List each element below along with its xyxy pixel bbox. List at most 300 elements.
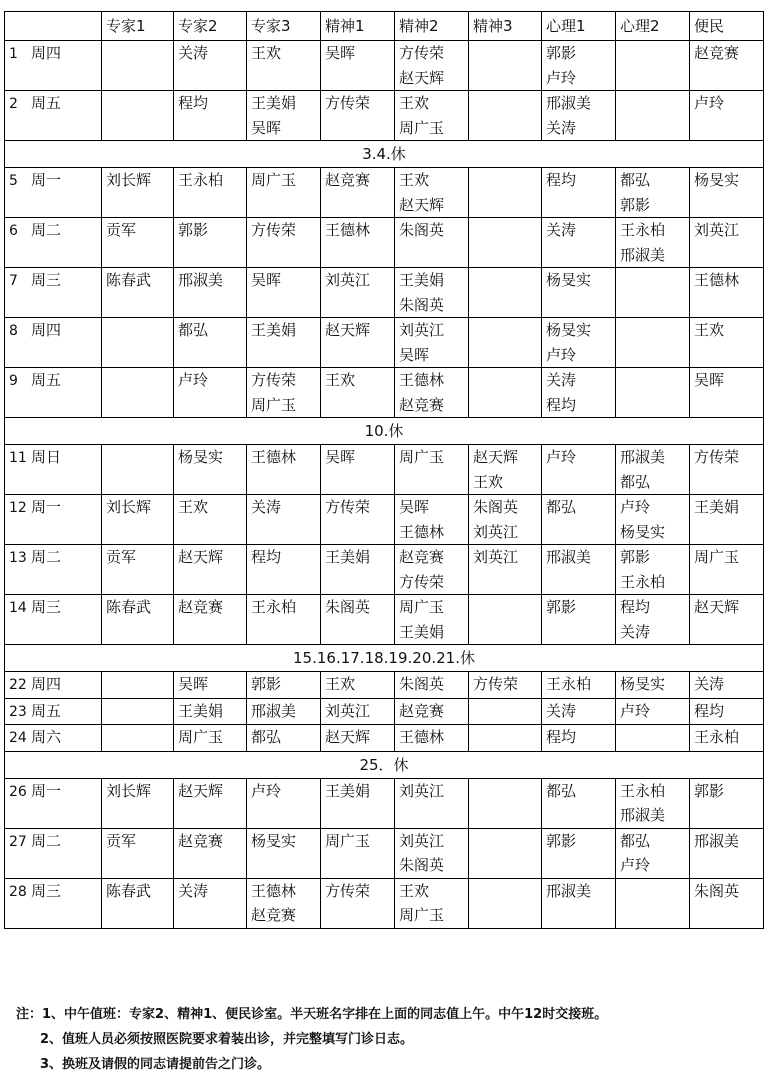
duty-cell	[690, 495, 764, 545]
staff-name: 刘英江	[399, 321, 445, 339]
weekday: 周五	[31, 371, 62, 389]
staff-name: 王美娟	[399, 271, 445, 289]
duty-cell	[616, 168, 690, 218]
staff-name: 刘英江	[473, 548, 519, 566]
duty-cell	[321, 878, 395, 928]
staff-name: 王德林	[694, 271, 740, 289]
duty-cell	[395, 218, 469, 268]
duty-cell	[542, 168, 616, 218]
date-cell	[5, 495, 102, 545]
staff-name: 关涛	[251, 498, 282, 516]
note-line: 注：1、中午值班：专家2、精神1、便民诊室。半天班名字排在上面的同志值上午。中午12时交接班。	[16, 1007, 608, 1022]
staff-name: 赵天辉	[694, 598, 740, 616]
staff-name: 王美娟	[694, 498, 740, 516]
duty-cell	[321, 545, 395, 595]
duty-cell	[469, 672, 542, 699]
duty-cell	[321, 672, 395, 699]
weekday: 周日	[31, 448, 62, 466]
date-cell	[5, 672, 102, 699]
duty-cell	[616, 495, 690, 545]
duty-cell	[616, 698, 690, 725]
staff-name: 关涛	[546, 221, 577, 239]
staff-name: 周广玉	[399, 598, 445, 616]
duty-cell	[690, 725, 764, 752]
duty-cell	[321, 445, 395, 495]
notes-section	[16, 1002, 607, 1077]
duty-cell	[690, 445, 764, 495]
staff-name: 贡军	[106, 548, 137, 566]
duty-cell	[102, 368, 174, 418]
duty-cell	[102, 168, 174, 218]
staff-name: 王美娟	[325, 781, 371, 800]
staff-name: 周广玉	[694, 548, 740, 566]
duty-cell	[395, 545, 469, 595]
duty-cell	[616, 91, 690, 141]
staff-name: 关涛	[546, 118, 577, 137]
duty-cell	[174, 698, 247, 725]
duty-cell	[395, 495, 469, 545]
duty-cell	[542, 878, 616, 928]
duty-cell	[395, 878, 469, 928]
date-cell	[5, 218, 102, 268]
date-number: 6	[9, 223, 18, 239]
staff-name: 吴晖	[694, 371, 725, 389]
date-cell	[5, 41, 102, 91]
staff-name: 都弘	[546, 781, 577, 800]
staff-name: 刘长辉	[106, 171, 152, 189]
staff-name: 周广玉	[399, 906, 445, 924]
duty-cell	[321, 725, 395, 752]
duty-cell	[542, 368, 616, 418]
staff-name: 杨旻实	[694, 171, 740, 189]
staff-name: 刘英江	[473, 522, 519, 541]
table-row	[5, 595, 764, 645]
staff-name: 方传荣	[325, 881, 371, 900]
duty-cell	[102, 698, 174, 725]
staff-name: 王美娟	[325, 548, 371, 566]
duty-cell	[321, 698, 395, 725]
weekday: 周三	[31, 598, 62, 616]
staff-name: 朱阁英	[399, 221, 445, 239]
duty-cell	[690, 41, 764, 91]
staff-name: 都弘	[546, 498, 577, 516]
staff-name: 程均	[694, 701, 725, 720]
staff-name: 卢玲	[620, 856, 651, 874]
header-cell: 精神3	[469, 12, 542, 41]
date-number: 22	[9, 677, 27, 693]
duty-cell	[542, 828, 616, 878]
date-cell	[5, 445, 102, 495]
duty-cell	[616, 368, 690, 418]
duty-cell	[247, 268, 321, 318]
staff-name: 方传荣	[473, 675, 519, 693]
staff-name: 王永柏	[620, 781, 666, 800]
duty-cell	[395, 268, 469, 318]
staff-name: 王美娟	[251, 321, 297, 339]
duty-cell	[616, 878, 690, 928]
duty-cell	[469, 698, 542, 725]
duty-cell	[395, 595, 469, 645]
date-number: 7	[9, 273, 18, 289]
duty-cell	[102, 318, 174, 368]
staff-name: 郭影	[251, 675, 282, 693]
duty-cell	[321, 268, 395, 318]
staff-name: 邢淑美	[694, 831, 740, 850]
staff-name: 王永柏	[178, 171, 224, 189]
staff-name: 方传荣	[399, 44, 445, 62]
staff-name: 程均	[620, 598, 651, 616]
date-number: 23	[9, 703, 27, 720]
date-cell	[5, 318, 102, 368]
staff-name: 王欢	[473, 472, 504, 491]
staff-name: 陈春武	[106, 598, 152, 616]
header-cell: 便民	[690, 12, 764, 41]
duty-cell	[690, 368, 764, 418]
duty-cell	[174, 168, 247, 218]
duty-cell	[321, 41, 395, 91]
rest-day-label: 25．休	[5, 751, 764, 778]
staff-name: 杨旻实	[178, 448, 224, 466]
duty-cell	[690, 698, 764, 725]
duty-cell	[542, 545, 616, 595]
staff-name: 吴晖	[399, 498, 430, 516]
weekday: 周二	[31, 548, 62, 566]
duty-cell	[321, 168, 395, 218]
weekday: 周四	[31, 321, 62, 339]
staff-name: 赵竞赛	[178, 831, 224, 850]
duty-cell	[690, 672, 764, 699]
staff-name: 赵天辉	[325, 728, 371, 746]
duty-cell	[616, 828, 690, 878]
duty-cell	[542, 595, 616, 645]
staff-name: 周广玉	[251, 395, 297, 414]
staff-name: 王欢	[694, 321, 725, 339]
duty-cell	[469, 168, 542, 218]
duty-cell	[321, 91, 395, 141]
duty-cell	[469, 445, 542, 495]
duty-cell	[247, 672, 321, 699]
duty-cell	[247, 878, 321, 928]
staff-name: 赵竞赛	[399, 701, 445, 720]
duty-cell	[469, 878, 542, 928]
duty-cell	[174, 672, 247, 699]
date-number: 26	[9, 783, 27, 800]
weekday: 周四	[31, 675, 62, 693]
staff-name: 关涛	[546, 701, 577, 720]
staff-name: 刘英江	[399, 781, 445, 800]
duty-cell	[690, 91, 764, 141]
staff-name: 赵天辉	[325, 321, 371, 339]
rest-day-label: 15.16.17.18.19.20.21.休	[5, 645, 764, 672]
duty-cell	[174, 878, 247, 928]
table-row	[5, 268, 764, 318]
table-row	[5, 445, 764, 495]
date-number: 28	[9, 883, 27, 900]
staff-name: 王永柏	[694, 728, 740, 746]
staff-name: 吴晖	[251, 271, 282, 289]
staff-name: 吴晖	[399, 345, 430, 364]
staff-name: 王美娟	[178, 701, 224, 720]
duty-cell	[616, 725, 690, 752]
staff-name: 王欢	[178, 498, 209, 516]
duty-cell	[616, 268, 690, 318]
staff-name: 方传荣	[694, 448, 740, 466]
duty-cell	[321, 495, 395, 545]
staff-name: 卢玲	[251, 781, 282, 800]
duty-cell	[247, 368, 321, 418]
header-row	[5, 12, 764, 41]
staff-name: 刘英江	[694, 221, 740, 239]
date-number: 13	[9, 550, 27, 566]
duty-cell	[321, 368, 395, 418]
staff-name: 王德林	[399, 522, 445, 541]
weekday: 周三	[31, 881, 62, 900]
staff-name: 王永柏	[620, 572, 666, 591]
duty-cell	[690, 318, 764, 368]
staff-name: 王永柏	[546, 675, 592, 693]
duty-cell	[247, 698, 321, 725]
duty-cell	[247, 41, 321, 91]
duty-cell	[321, 218, 395, 268]
header-cell: 心理2	[616, 12, 690, 41]
header-cell	[5, 12, 102, 41]
staff-name: 赵天辉	[399, 195, 445, 214]
duty-cell	[469, 318, 542, 368]
staff-name: 都弘	[178, 321, 209, 339]
duty-cell	[690, 778, 764, 828]
duty-cell	[395, 672, 469, 699]
staff-name: 王欢	[399, 171, 430, 189]
date-number: 12	[9, 500, 27, 516]
duty-cell	[174, 778, 247, 828]
duty-cell	[395, 368, 469, 418]
duty-cell	[542, 725, 616, 752]
table-row	[5, 495, 764, 545]
staff-name: 王德林	[251, 448, 297, 466]
duty-cell	[247, 218, 321, 268]
date-cell	[5, 168, 102, 218]
date-cell	[5, 828, 102, 878]
staff-name: 刘英江	[325, 271, 371, 289]
duty-cell	[102, 672, 174, 699]
date-cell	[5, 725, 102, 752]
staff-name: 关涛	[178, 44, 209, 62]
duty-cell	[469, 778, 542, 828]
staff-name: 王永柏	[620, 221, 666, 239]
staff-name: 赵竞赛	[178, 598, 224, 616]
duty-cell	[616, 318, 690, 368]
duty-cell	[174, 545, 247, 595]
duty-cell	[616, 672, 690, 699]
duty-cell	[542, 41, 616, 91]
staff-name: 赵天辉	[178, 781, 224, 800]
header-cell: 专家1	[102, 12, 174, 41]
note-line: 3、换班及请假的同志请提前告之门诊。	[40, 1057, 271, 1072]
duty-cell	[174, 218, 247, 268]
duty-schedule-table	[4, 11, 764, 929]
staff-name: 郭影	[694, 781, 725, 800]
duty-cell	[321, 778, 395, 828]
duty-cell	[247, 828, 321, 878]
staff-name: 程均	[546, 171, 577, 189]
date-number: 27	[9, 833, 27, 850]
duty-cell	[174, 318, 247, 368]
staff-name: 郭影	[546, 831, 577, 850]
duty-cell	[616, 595, 690, 645]
header-cell: 精神2	[395, 12, 469, 41]
duty-cell	[616, 41, 690, 91]
duty-cell	[542, 672, 616, 699]
table-row	[5, 828, 764, 878]
duty-cell	[395, 698, 469, 725]
date-number: 11	[9, 450, 27, 466]
staff-name: 卢玲	[546, 68, 577, 87]
duty-cell	[542, 218, 616, 268]
staff-name: 邢淑美	[546, 881, 592, 900]
staff-name: 卢玲	[546, 448, 577, 466]
weekday: 周三	[31, 271, 62, 289]
staff-name: 朱阁英	[473, 498, 519, 516]
duty-cell	[174, 445, 247, 495]
duty-cell	[395, 828, 469, 878]
staff-name: 陈春武	[106, 881, 152, 900]
duty-cell	[469, 91, 542, 141]
staff-name: 刘长辉	[106, 498, 152, 516]
duty-cell	[395, 778, 469, 828]
table-row	[5, 168, 764, 218]
rest-day-row	[5, 645, 764, 672]
duty-cell	[102, 495, 174, 545]
weekday: 周五	[31, 94, 62, 112]
duty-cell	[395, 168, 469, 218]
duty-cell	[174, 725, 247, 752]
staff-name: 赵天辉	[178, 548, 224, 566]
date-number: 24	[9, 730, 27, 746]
date-number: 5	[9, 173, 18, 189]
weekday: 周五	[31, 701, 62, 720]
weekday: 周四	[31, 44, 62, 62]
duty-cell	[102, 91, 174, 141]
duty-cell	[542, 698, 616, 725]
duty-cell	[174, 495, 247, 545]
staff-name: 都弘	[251, 728, 282, 746]
staff-name: 刘英江	[399, 831, 445, 850]
staff-name: 郭影	[546, 598, 577, 616]
table-row	[5, 368, 764, 418]
staff-name: 王美娟	[399, 622, 445, 641]
staff-name: 吴晖	[325, 44, 356, 62]
duty-cell	[174, 595, 247, 645]
duty-cell	[542, 495, 616, 545]
duty-cell	[690, 828, 764, 878]
duty-cell	[616, 445, 690, 495]
table-row	[5, 725, 764, 752]
staff-name: 邢淑美	[620, 806, 666, 824]
table-row	[5, 91, 764, 141]
duty-cell	[469, 828, 542, 878]
rest-day-row	[5, 141, 764, 168]
note-line: 2、值班人员必须按照医院要求着装出诊，并完整填写门诊日志。	[40, 1032, 414, 1047]
staff-name: 郭影	[546, 44, 577, 62]
staff-name: 王德林	[399, 728, 445, 746]
weekday: 周二	[31, 831, 62, 850]
staff-name: 王欢	[251, 44, 282, 62]
staff-name: 周广玉	[399, 118, 445, 137]
duty-cell	[542, 268, 616, 318]
staff-name: 刘长辉	[106, 781, 152, 800]
date-number: 1	[9, 46, 18, 62]
duty-cell	[247, 445, 321, 495]
date-number: 2	[9, 96, 18, 112]
duty-cell	[102, 445, 174, 495]
staff-name: 卢玲	[546, 345, 577, 364]
weekday: 周六	[31, 728, 62, 746]
staff-name: 周广玉	[325, 831, 371, 850]
staff-name: 赵竞赛	[399, 395, 445, 414]
duty-cell	[690, 218, 764, 268]
rest-day-row	[5, 751, 764, 778]
duty-cell	[690, 168, 764, 218]
header-cell: 专家2	[174, 12, 247, 41]
staff-name: 周广玉	[399, 448, 445, 466]
staff-name: 赵天辉	[473, 448, 519, 466]
staff-name: 赵竞赛	[399, 548, 445, 566]
staff-name: 卢玲	[620, 498, 651, 516]
table-row	[5, 672, 764, 699]
staff-name: 邢淑美	[546, 548, 592, 566]
duty-cell	[469, 595, 542, 645]
staff-name: 王欢	[399, 94, 430, 112]
duty-cell	[247, 778, 321, 828]
duty-cell	[616, 778, 690, 828]
staff-name: 吴晖	[251, 118, 282, 137]
staff-name: 关涛	[546, 371, 577, 389]
date-number: 14	[9, 600, 27, 616]
date-cell	[5, 91, 102, 141]
duty-cell	[469, 725, 542, 752]
date-cell	[5, 268, 102, 318]
duty-cell	[174, 91, 247, 141]
staff-name: 刘英江	[325, 701, 371, 720]
staff-name: 卢玲	[178, 371, 209, 389]
duty-cell	[690, 545, 764, 595]
duty-cell	[469, 218, 542, 268]
duty-cell	[102, 41, 174, 91]
staff-name: 赵竞赛	[251, 906, 297, 924]
staff-name: 都弘	[620, 831, 651, 850]
staff-name: 卢玲	[694, 94, 725, 112]
duty-cell	[321, 828, 395, 878]
staff-name: 朱阁英	[694, 881, 740, 900]
staff-name: 程均	[546, 395, 577, 414]
staff-name: 周广玉	[251, 171, 297, 189]
staff-name: 周广玉	[178, 728, 224, 746]
header-cell: 心理1	[542, 12, 616, 41]
staff-name: 方传荣	[251, 221, 297, 239]
weekday: 周二	[31, 221, 62, 239]
date-cell	[5, 878, 102, 928]
staff-name: 王永柏	[251, 598, 297, 616]
staff-name: 王欢	[399, 881, 430, 900]
duty-cell	[174, 268, 247, 318]
staff-name: 郭影	[178, 221, 209, 239]
staff-name: 卢玲	[620, 701, 651, 720]
staff-name: 王德林	[325, 221, 371, 239]
duty-cell	[542, 91, 616, 141]
duty-cell	[247, 725, 321, 752]
staff-name: 朱阁英	[399, 856, 445, 874]
duty-cell	[395, 91, 469, 141]
